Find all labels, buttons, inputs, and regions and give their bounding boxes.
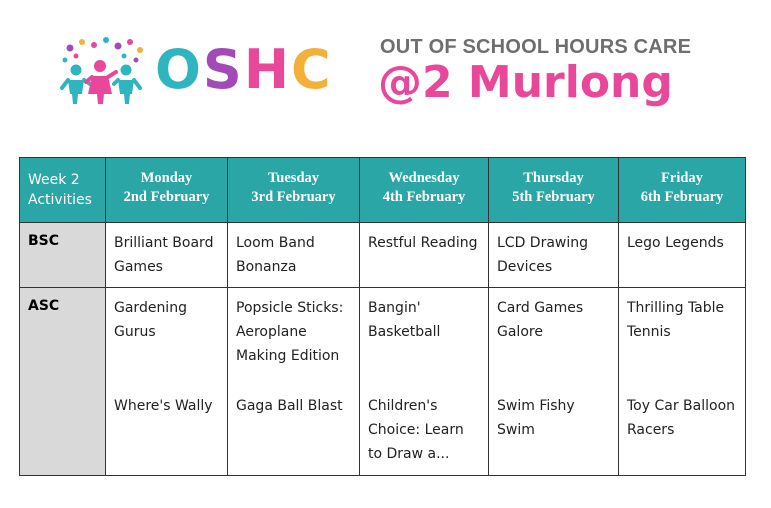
week-label-line2: Activities <box>28 192 92 208</box>
children-figures-icon <box>62 60 140 104</box>
cell-asc-thursday <box>489 288 619 476</box>
activity: Gaga Ball Blast <box>236 398 343 414</box>
cell-bsc-monday <box>106 223 228 288</box>
table-row-bsc <box>20 223 746 288</box>
day-date: 5th February <box>512 189 595 205</box>
header-wednesday <box>360 158 489 223</box>
activity: Loom Band Bonanza <box>236 235 315 275</box>
activity: Toy Car Balloon Racers <box>627 398 736 438</box>
activity: Thrilling Table Tennis <box>627 300 725 340</box>
day-name: Friday <box>661 170 703 186</box>
activity: Card Games Galore <box>497 300 584 340</box>
activity: Popsicle Sticks: Aeroplane Making Edition <box>236 300 344 364</box>
cell-asc-friday <box>619 288 746 476</box>
activity: Children's Choice: Learn to Draw a... <box>368 398 464 462</box>
table-row-asc <box>20 288 746 476</box>
cell-asc-wednesday <box>360 288 489 476</box>
header-friday <box>619 158 746 223</box>
brand-letter-s: S <box>202 38 244 101</box>
cell-bsc-thursday <box>489 223 619 288</box>
day-date: 4th February <box>382 189 466 205</box>
activity: Brilliant Board Games <box>114 235 214 275</box>
day-date: 6th February <box>640 189 724 205</box>
activity: Where's Wally <box>114 398 213 414</box>
week-label <box>20 158 106 223</box>
activity: Gardening Gurus <box>114 300 187 340</box>
header-tuesday <box>228 158 360 223</box>
day-name: Thursday <box>523 170 584 186</box>
header-monday <box>106 158 228 223</box>
day-date: 2nd February <box>123 189 210 205</box>
brand-tagline: OUT OF SCHOOL HOURS CARE <box>380 36 692 58</box>
day-name: Monday <box>140 170 193 186</box>
cell-asc-monday <box>106 288 228 476</box>
brand-letter-h: H <box>243 38 292 101</box>
header-thursday <box>489 158 619 223</box>
activity: LCD Drawing Devices <box>497 235 589 275</box>
cell-bsc-friday <box>619 223 746 288</box>
brand-letter-o: O <box>155 38 203 101</box>
day-name: Wednesday <box>388 170 460 186</box>
activity: Restful Reading <box>368 235 478 251</box>
cell-bsc-tuesday <box>228 223 360 288</box>
confetti-dots-icon <box>63 37 144 63</box>
brand-letter-c: C <box>291 38 333 101</box>
activity: Bangin' Basketball <box>368 300 441 340</box>
day-date: 3rd February <box>251 189 336 205</box>
activity-schedule-table <box>19 157 746 476</box>
activity: Swim Fishy Swim <box>497 398 575 438</box>
activity: Lego Legends <box>627 235 724 251</box>
row-label-bsc: BSC <box>20 223 106 288</box>
table-header-row <box>20 158 746 223</box>
row-label-asc: ASC <box>20 288 106 476</box>
day-name: Tuesday <box>267 170 320 186</box>
brand-wordmark <box>155 40 333 100</box>
cell-asc-tuesday <box>228 288 360 476</box>
week-label-line1: Week 2 <box>28 172 80 188</box>
brand-location: @2 Murlong <box>378 57 673 108</box>
cell-bsc-wednesday <box>360 223 489 288</box>
